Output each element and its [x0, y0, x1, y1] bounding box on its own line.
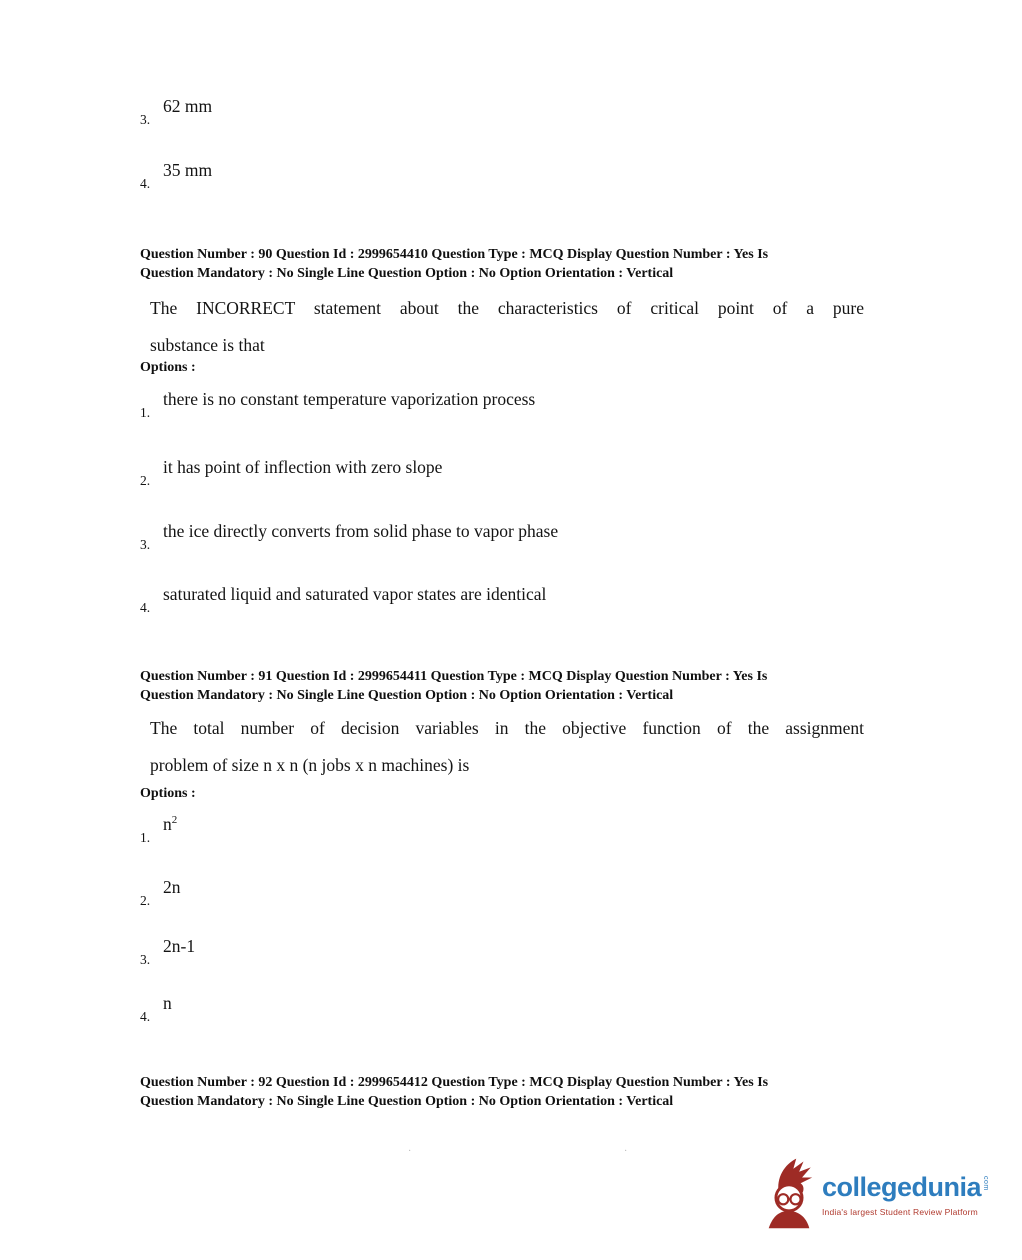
option-row [140, 814, 880, 856]
question-meta-line: Question Mandatory : No Single Line Question Option : No Option Orientation : Vertical [140, 1093, 674, 1109]
option-row [140, 877, 880, 919]
option-row [140, 389, 880, 431]
option-number: 4. [140, 176, 151, 191]
scan-artifact: · [624, 1146, 628, 1157]
brand-wordmark: collegedunia [822, 1172, 982, 1202]
option-row [140, 521, 880, 563]
options-label: Options : [140, 360, 196, 375]
option-row [140, 160, 880, 202]
option-row [140, 936, 880, 978]
option-row [140, 96, 880, 138]
question-91-meta [140, 668, 885, 705]
question-text-line: problem of size n x n (n jobs x n machines) is [150, 754, 470, 775]
option-number: 1. [140, 830, 151, 845]
scan-artifact: · [408, 1146, 412, 1157]
question-text-line: substance is that [150, 334, 265, 355]
option-text: n [163, 993, 172, 1013]
option-number: 3. [140, 112, 151, 127]
options-label: Options : [140, 786, 196, 801]
question-91-text [150, 710, 864, 783]
question-text-line: The total number of decision variables in the objective function of the assignment [150, 718, 864, 738]
option-text-base: n [163, 814, 172, 834]
option-text: there is no constant temperature vaporization process [163, 389, 536, 409]
option-number: 2. [140, 473, 151, 488]
question-meta-line: Question Number : 91 Question Id : 2999654411 Question Type : MCQ Display Question Number : Yes Is [140, 669, 768, 684]
option-text: the ice directly converts from solid phase to vapor phase [163, 521, 559, 541]
option-number: 1. [140, 405, 151, 420]
option-number: 2. [140, 893, 151, 908]
option-text: 62 mm [163, 96, 213, 116]
option-number: 3. [140, 537, 151, 552]
collegedunia-logo [760, 1150, 1000, 1236]
question-meta-line: Question Number : 92 Question Id : 2999654412 Question Type : MCQ Display Question Number : Yes Is [140, 1075, 769, 1090]
option-number: 4. [140, 1009, 151, 1024]
option-number: 4. [140, 600, 151, 615]
brand-tagline: India's largest Student Review Platform [822, 1207, 978, 1217]
question-meta-line: Question Mandatory : No Single Line Question Option : No Option Orientation : Vertical [140, 687, 674, 703]
question-meta-line: Question Mandatory : No Single Line Question Option : No Option Orientation : Vertical [140, 265, 674, 281]
option-row [140, 993, 880, 1035]
question-meta-line: Question Number : 90 Question Id : 2999654410 Question Type : MCQ Display Question Number : Yes Is [140, 247, 769, 262]
option-row [140, 457, 880, 499]
option-text [163, 814, 177, 835]
mascot-icon [760, 1152, 818, 1237]
question-92-meta [140, 1074, 885, 1111]
brand-domain-suffix: com [982, 1176, 990, 1191]
option-text-superscript: 2 [171, 814, 178, 827]
option-text: saturated liquid and saturated vapor states are identical [163, 584, 547, 604]
question-90-meta [140, 246, 885, 283]
option-text: it has point of inflection with zero slope [163, 457, 443, 477]
option-text: 2n [163, 877, 181, 897]
option-number: 3. [140, 952, 151, 967]
option-text: 2n-1 [163, 936, 196, 956]
brand-block [822, 1150, 989, 1217]
option-row [140, 584, 880, 626]
question-90-text [150, 290, 864, 363]
question-text-line: The INCORRECT statement about the characteristics of critical point of a pure [150, 298, 864, 318]
option-text: 35 mm [163, 160, 213, 180]
